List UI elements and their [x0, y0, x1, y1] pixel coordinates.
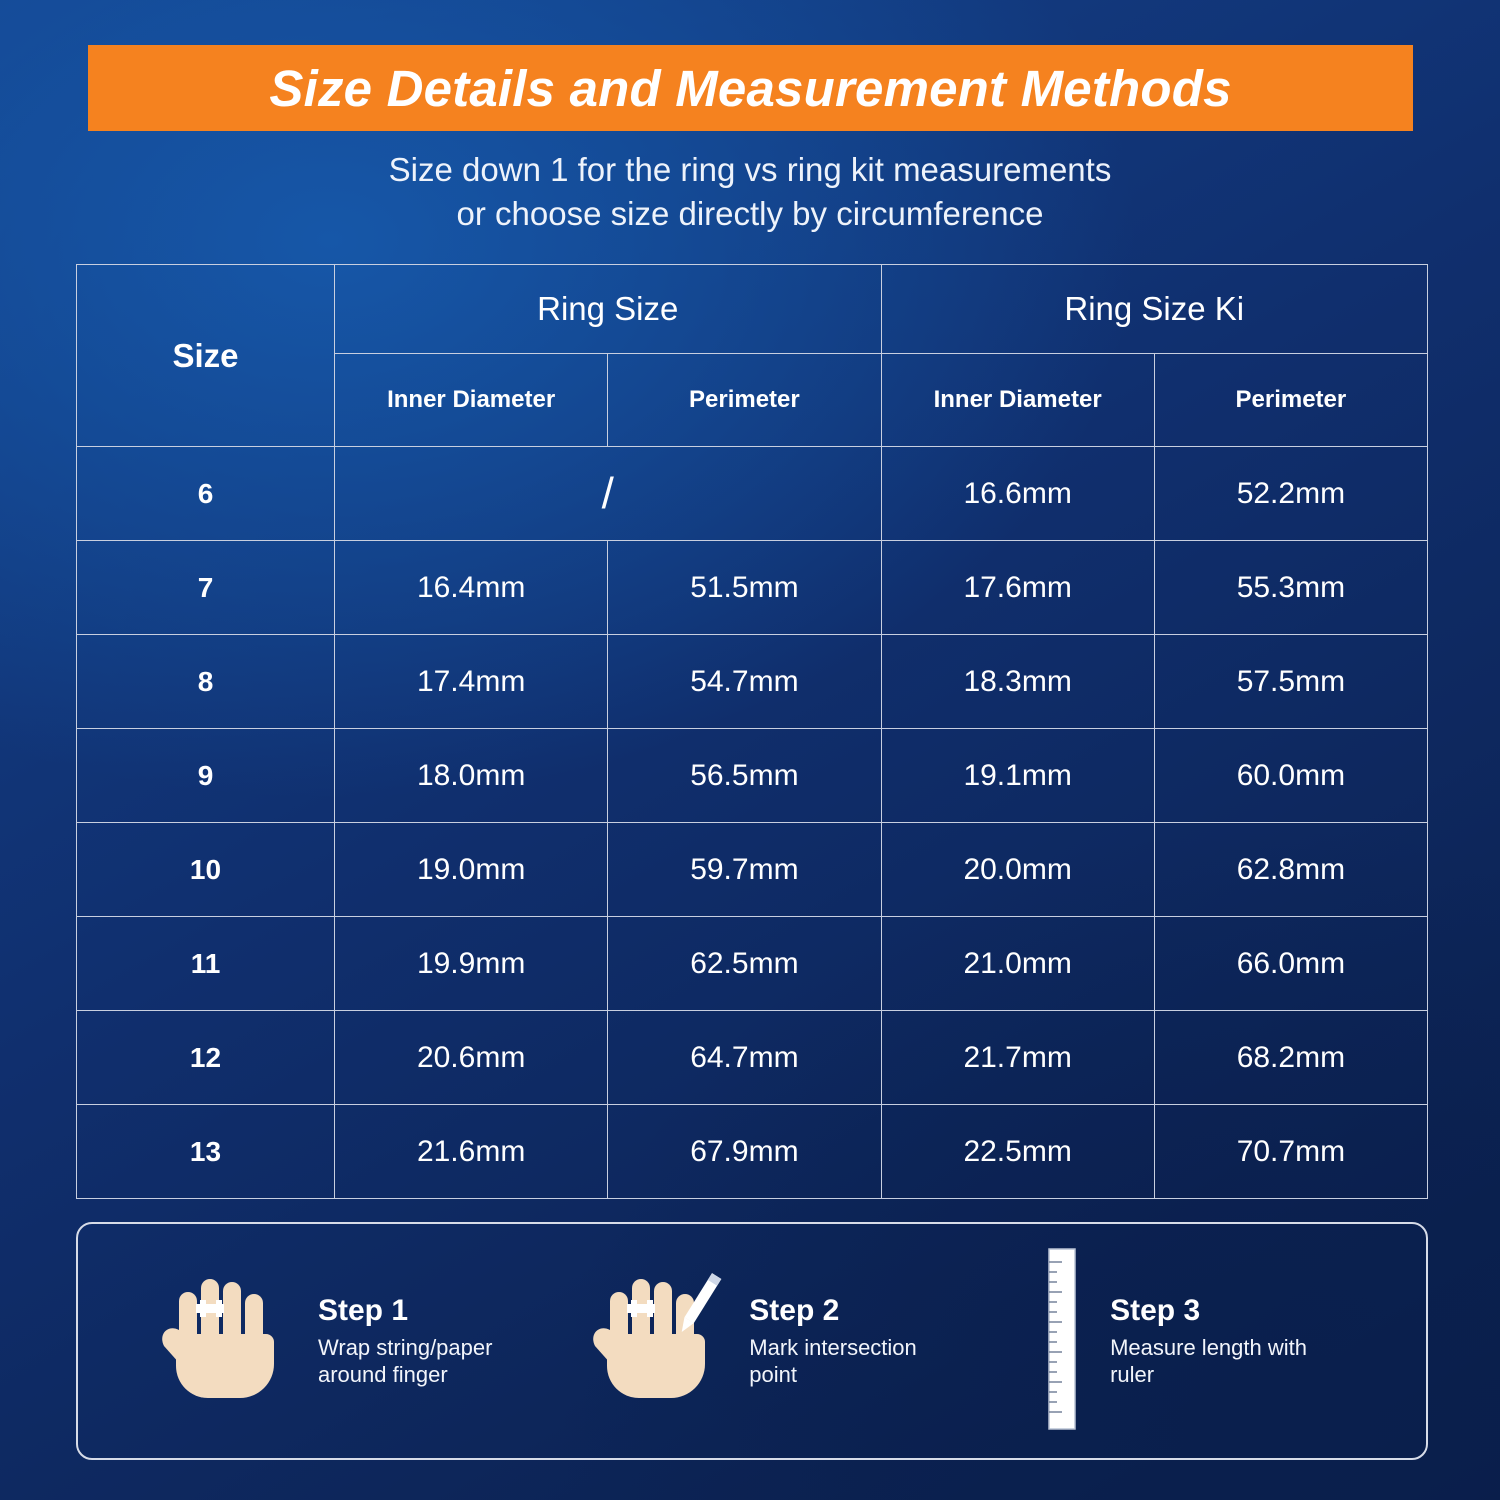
cell-ring-not-available: /: [335, 447, 882, 541]
table-row: [77, 1011, 1428, 1105]
header-group-ring-size-kit: Ring Size Ki: [881, 265, 1428, 354]
cell-kit-inner-diameter: 17.6mm: [881, 541, 1154, 635]
hand-with-pen-icon: [581, 1264, 731, 1419]
step-3-desc-line-2: ruler: [1110, 1362, 1155, 1387]
step-1-desc: [318, 1334, 492, 1389]
ruler-icon: [1032, 1244, 1092, 1439]
cell-kit-inner-diameter: 16.6mm: [881, 447, 1154, 541]
cell-size: 8: [77, 635, 335, 729]
step-3-desc-line-1: Measure length with: [1110, 1334, 1307, 1360]
cell-size: 11: [77, 917, 335, 1011]
cell-size: 7: [77, 541, 335, 635]
cell-kit-inner-diameter: 22.5mm: [881, 1105, 1154, 1199]
page-title: Size Details and Measurement Methods: [269, 59, 1232, 117]
cell-ring-inner-diameter: 21.6mm: [335, 1105, 608, 1199]
step-2-desc-line-2: point: [749, 1362, 797, 1387]
step-item-1: [78, 1224, 563, 1458]
cell-kit-perimeter: 70.7mm: [1154, 1105, 1427, 1199]
cell-kit-inner-diameter: 21.7mm: [881, 1011, 1154, 1105]
size-table: [76, 264, 1428, 1199]
header-kit-perimeter: Perimeter: [1154, 354, 1427, 447]
table-header-row-groups: [77, 265, 1428, 354]
cell-kit-inner-diameter: 21.0mm: [881, 917, 1154, 1011]
cell-ring-perimeter: 62.5mm: [608, 917, 881, 1011]
cell-size: 13: [77, 1105, 335, 1199]
cell-ring-perimeter: 54.7mm: [608, 635, 881, 729]
cell-kit-inner-diameter: 18.3mm: [881, 635, 1154, 729]
step-1-desc-line-1: Wrap string/paper: [318, 1334, 493, 1360]
table-row: [77, 917, 1428, 1011]
cell-kit-inner-diameter: 19.1mm: [881, 729, 1154, 823]
step-2-text: [749, 1294, 917, 1389]
subtitle-line-1: Size down 1 for the ring vs ring kit measurements: [388, 151, 1112, 188]
subtitle-line-2: or choose size directly by circumference: [456, 194, 1044, 232]
cell-ring-inner-diameter: 17.4mm: [335, 635, 608, 729]
table-row: [77, 447, 1428, 541]
cell-ring-perimeter: 64.7mm: [608, 1011, 881, 1105]
step-1-desc-line-2: around finger: [318, 1362, 448, 1387]
table-row: [77, 823, 1428, 917]
step-item-2: [563, 1224, 1008, 1458]
step-3-desc: [1110, 1334, 1307, 1389]
table-row: [77, 541, 1428, 635]
header-ring-inner-diameter: Inner Diameter: [335, 354, 608, 447]
subtitle: [0, 148, 1500, 236]
cell-ring-inner-diameter: 19.9mm: [335, 917, 608, 1011]
cell-kit-perimeter: 66.0mm: [1154, 917, 1427, 1011]
cell-ring-perimeter: 56.5mm: [608, 729, 881, 823]
cell-kit-perimeter: 57.5mm: [1154, 635, 1427, 729]
cell-ring-perimeter: 59.7mm: [608, 823, 881, 917]
title-banner: [88, 45, 1413, 131]
cell-kit-perimeter: 68.2mm: [1154, 1011, 1427, 1105]
cell-ring-inner-diameter: 19.0mm: [335, 823, 608, 917]
cell-ring-inner-diameter: 16.4mm: [335, 541, 608, 635]
table-row: [77, 635, 1428, 729]
cell-size: 9: [77, 729, 335, 823]
cell-kit-perimeter: 55.3mm: [1154, 541, 1427, 635]
cell-size: 10: [77, 823, 335, 917]
measurement-steps-panel: [76, 1222, 1428, 1460]
table-row: [77, 729, 1428, 823]
header-ring-perimeter: Perimeter: [608, 354, 881, 447]
header-kit-inner-diameter: Inner Diameter: [881, 354, 1154, 447]
cell-ring-inner-diameter: 20.6mm: [335, 1011, 608, 1105]
step-2-desc-line-1: Mark intersection: [749, 1334, 917, 1360]
cell-kit-perimeter: 60.0mm: [1154, 729, 1427, 823]
size-table-body: [77, 447, 1428, 1199]
size-table-container: [76, 264, 1428, 1199]
cell-ring-inner-diameter: 18.0mm: [335, 729, 608, 823]
step-3-title: Step 3: [1110, 1293, 1201, 1327]
step-item-3: [1008, 1224, 1426, 1458]
cell-kit-perimeter: 62.8mm: [1154, 823, 1427, 917]
table-row: [77, 1105, 1428, 1199]
step-1-text: [318, 1294, 492, 1389]
hand-with-string-icon: [150, 1264, 300, 1419]
size-table-head: [77, 265, 1428, 447]
step-2-desc: [749, 1334, 917, 1389]
step-1-title: Step 1: [318, 1293, 409, 1327]
step-3-text: [1110, 1294, 1307, 1389]
cell-kit-inner-diameter: 20.0mm: [881, 823, 1154, 917]
header-size: Size: [77, 265, 335, 447]
cell-kit-perimeter: 52.2mm: [1154, 447, 1427, 541]
cell-ring-perimeter: 67.9mm: [608, 1105, 881, 1199]
cell-ring-perimeter: 51.5mm: [608, 541, 881, 635]
cell-size: 6: [77, 447, 335, 541]
step-2-title: Step 2: [749, 1293, 840, 1327]
cell-size: 12: [77, 1011, 335, 1105]
header-group-ring-size: Ring Size: [335, 265, 882, 354]
